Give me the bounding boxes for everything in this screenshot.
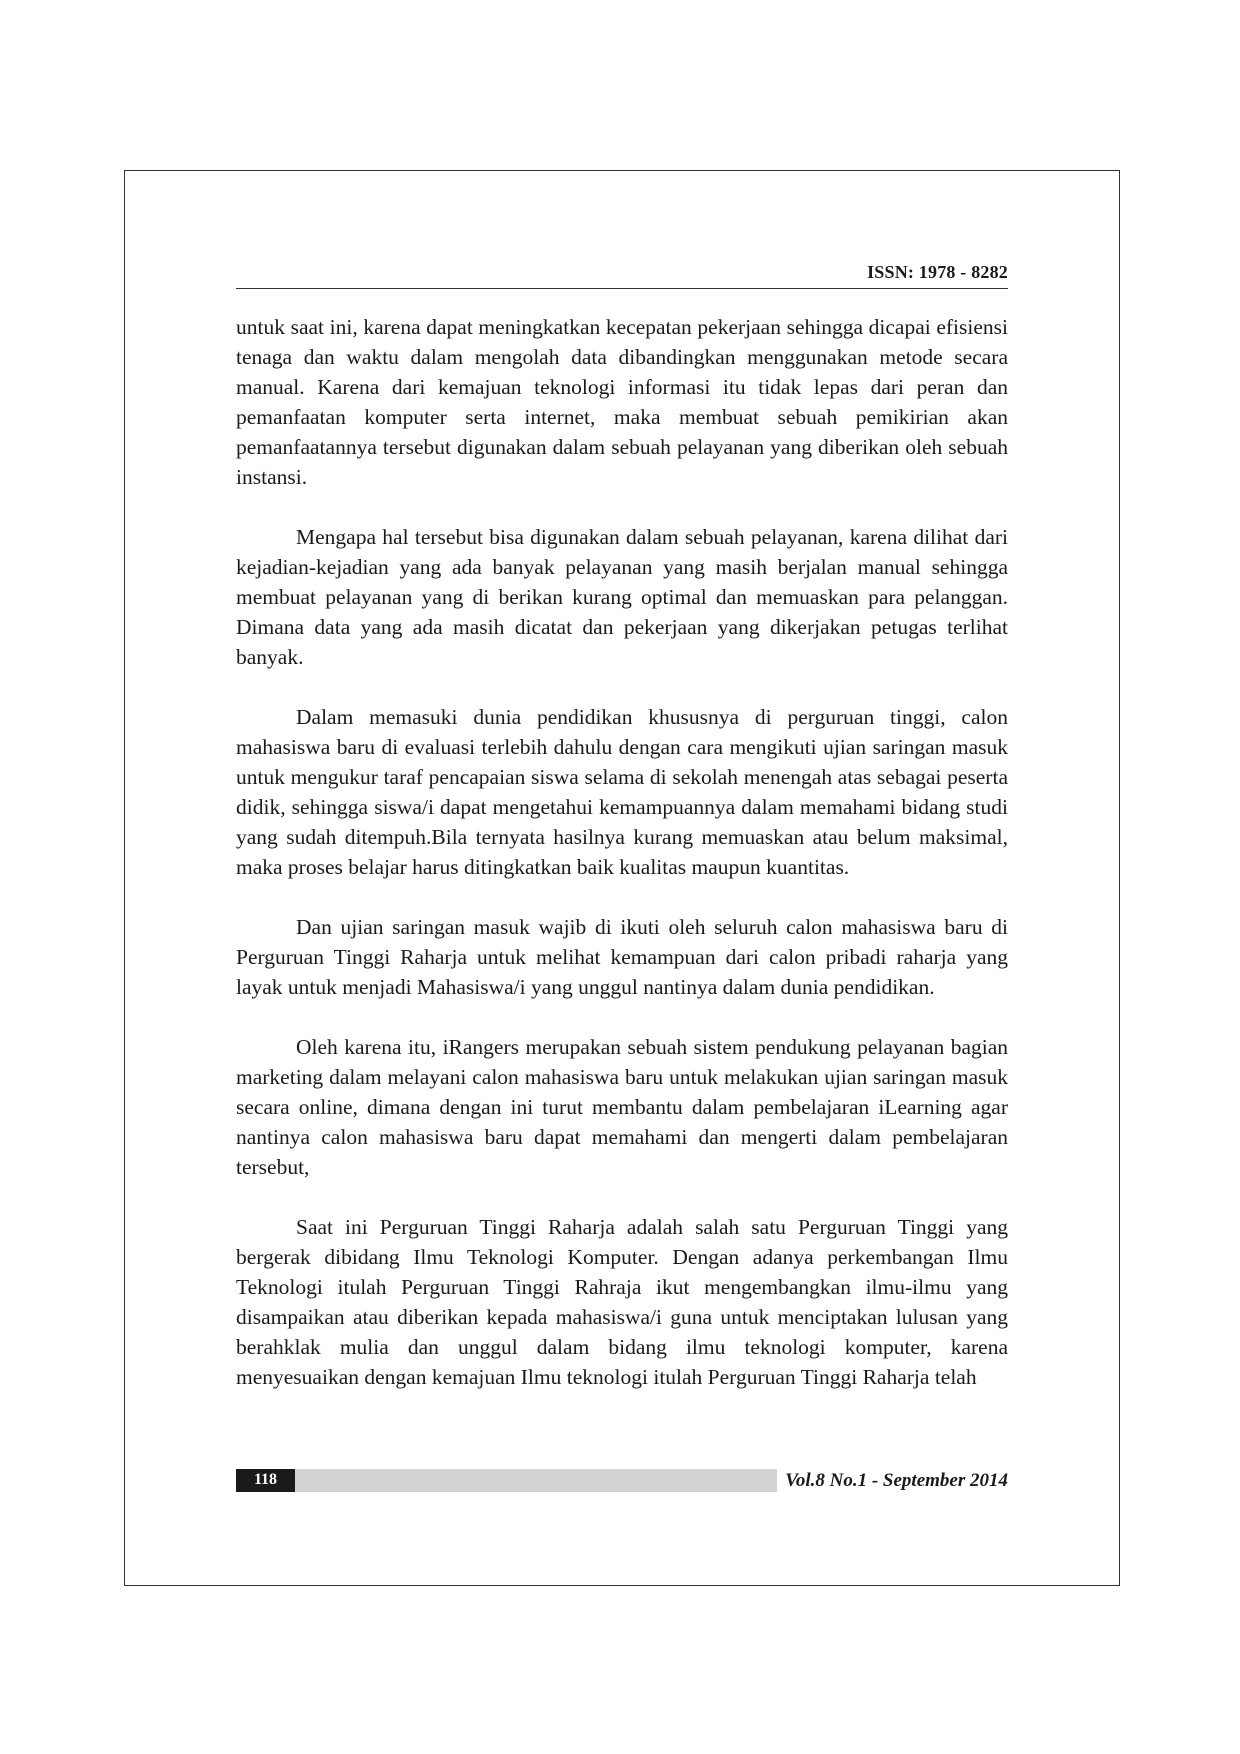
page-number: 118 [236,1469,295,1492]
page-header [236,262,1008,289]
paragraph: Oleh karena itu, iRangers merupakan sebuah sistem pendukung pelayanan bagian marketing dalam melayani calon mahasiswa baru untuk melakukan ujian saringan masuk secara online, dimana dengan ini turut membantu dalam pembelajaran iLearning agar nantinya calon mahasiswa baru dapat memahami dan mengerti dalam pembelajaran tersebut, [236,1035,1008,1179]
volume-label: Vol.8 No.1 - September 2014 [777,1469,1008,1493]
paragraph: Dalam memasuki dunia pendidikan khususnya di perguruan tinggi, calon mahasiswa baru di evaluasi terlebih dahulu dengan cara mengikuti ujian saringan masuk untuk mengukur taraf pencapaian siswa selama di sekolah menengah atas sebagai peserta didik, sehingga siswa/i dapat mengetahui kemampuannya dalam memahami bidang studi yang sudah ditempuh.Bila ternyata hasilnya kurang memuaskan atau belum maksimal, maka proses belajar harus ditingkatkan baik kualitas maupun kuantitas. [236,705,1008,879]
paragraph: Mengapa hal tersebut bisa digunakan dalam sebuah pelayanan, karena dilihat dari kejadian-kejadian yang ada banyak pelayanan yang masih berjalan manual sehingga membuat pelayanan yang di berikan kurang optimal dan memuaskan para pelanggan. Dimana data yang ada masih dicatat dan pekerjaan yang dikerjakan petugas terlihat banyak. [236,525,1008,669]
paragraph: untuk saat ini, karena dapat meningkatkan kecepatan pekerjaan sehingga dicapai efisiensi tenaga dan waktu dalam mengolah data dibandingkan menggunakan metode secara manual. Karena dari kemajuan teknologi informasi itu tidak lepas dari peran dan pemanfaatan komputer serta internet, maka membuat sebuah pemikirian akan pemanfaatannya tersebut digunakan dalam sebuah pelayanan yang diberikan oleh sebuah instansi. [236,315,1008,489]
page-footer [236,1469,1008,1493]
article-body [236,312,1008,1422]
issn-label: ISSN: 1978 - 8282 [867,262,1008,282]
paragraph: Dan ujian saringan masuk wajib di ikuti oleh seluruh calon mahasiswa baru di Perguruan Tinggi Raharja untuk melihat kemampuan dari calon pribadi raharja yang layak untuk menjadi Mahasiswa/i yang unggul nantinya dalam dunia pendidikan. [236,915,1008,999]
paragraph: Saat ini Perguruan Tinggi Raharja adalah salah satu Perguruan Tinggi yang bergerak dibidang Ilmu Teknologi Komputer. Dengan adanya perkembangan Ilmu Teknologi itulah Perguruan Tinggi Rahraja ikut mengembangkan ilmu-ilmu yang disampaikan atau diberikan kepada mahasiswa/i guna untuk menciptakan lulusan yang berahklak mulia dan unggul dalam bidang ilmu teknologi komputer, karena menyesuaikan dengan kemajuan Ilmu teknologi itulah Perguruan Tinggi Raharja telah [236,1215,1008,1389]
